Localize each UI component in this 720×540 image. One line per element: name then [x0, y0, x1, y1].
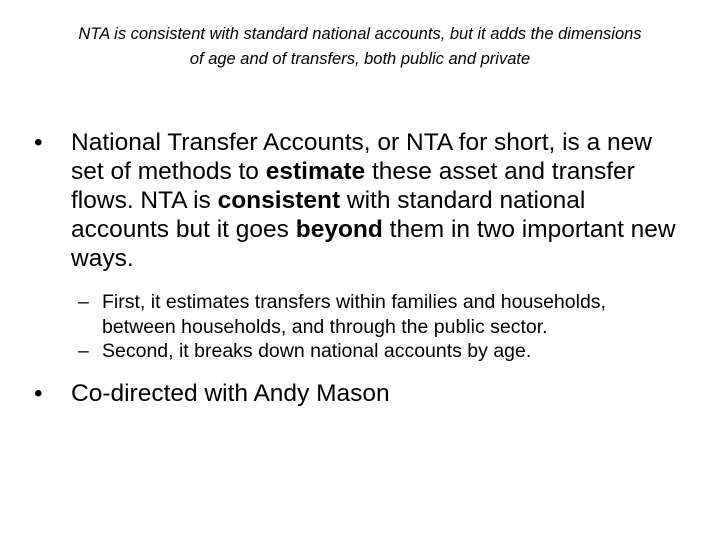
- bullet-marker: •: [34, 129, 43, 156]
- title-line-2: of age and of transfers, both public and private: [189, 50, 531, 68]
- bullet-text: Co-directed with Andy Mason: [71, 379, 390, 407]
- emphasis-estimate: estimate: [265, 158, 366, 185]
- slide-body: [0, 128, 720, 408]
- sub-bullet-text: Second, it breaks down national accounts by age.: [102, 340, 532, 362]
- bullet-item: [34, 379, 684, 408]
- sub-bullet-list: [0, 290, 720, 364]
- sub-bullet-text: First, it estimates transfers within families and households, between households, and through the public sector.: [102, 291, 606, 338]
- sub-bullet-marker: –: [78, 291, 89, 313]
- bullet-item: [34, 128, 684, 273]
- emphasis-beyond: beyond: [295, 216, 383, 243]
- sub-bullet-marker: –: [78, 340, 89, 362]
- title-line-1: NTA is consistent with standard national accounts, but it adds the dimensions: [78, 25, 642, 43]
- emphasis-consistent: consistent: [217, 187, 341, 214]
- bullet-marker: •: [34, 379, 43, 407]
- bullet-text: National Transfer Accounts, or NTA for short, is a new set of methods to estimate these asset and transfer flows. NTA is consistent with standard national accounts but it goes beyond them in two important new ways.: [71, 129, 676, 272]
- slide-title: [36, 22, 684, 72]
- sub-bullet-item: [78, 290, 658, 339]
- sub-bullet-item: [78, 339, 658, 364]
